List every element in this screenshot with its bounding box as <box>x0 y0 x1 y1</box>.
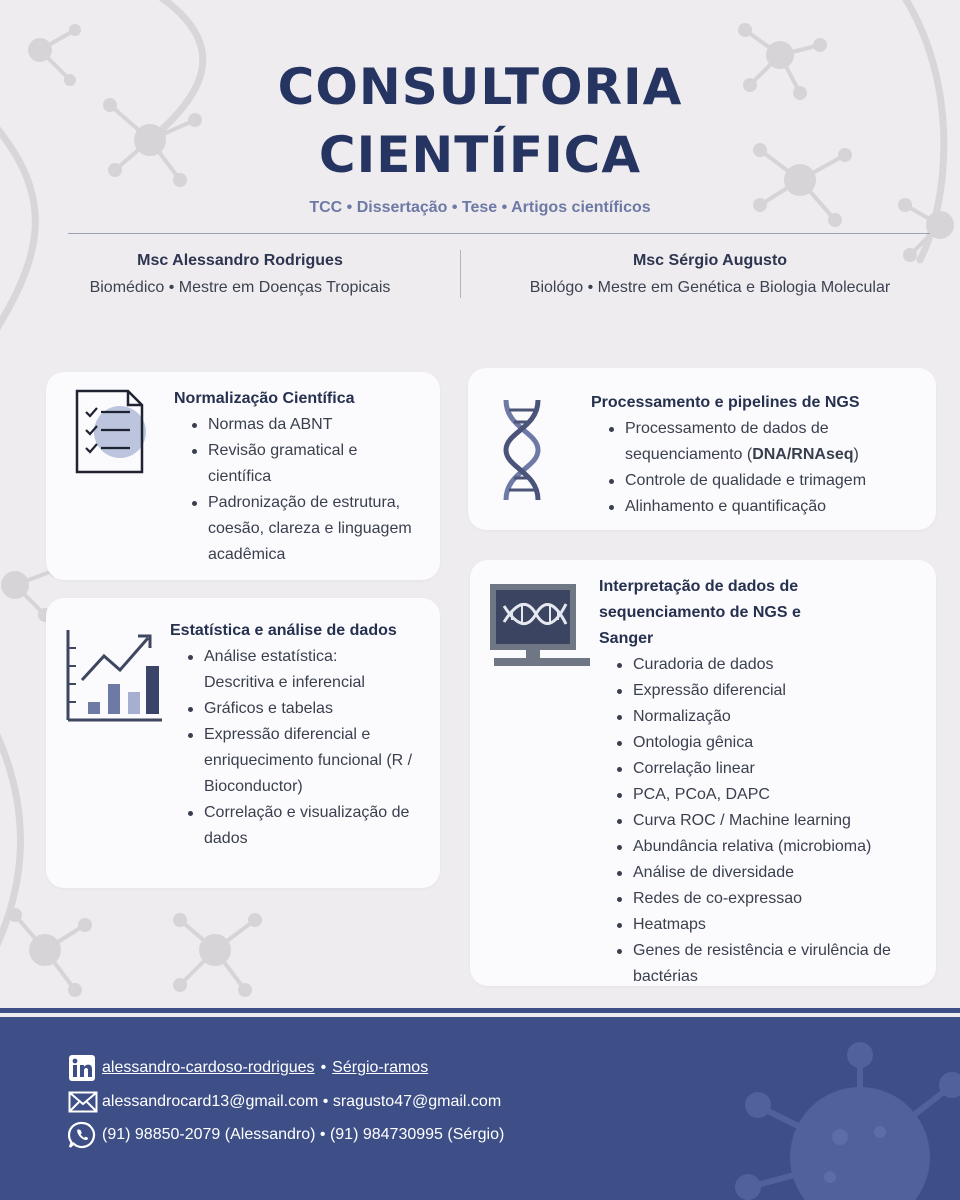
list-item: Normas da ABNT <box>190 412 424 438</box>
list-item: Correlação linear <box>615 756 919 782</box>
item-text: Processamento de dados de sequenciamento ( <box>625 420 829 463</box>
header-divider <box>68 233 930 234</box>
card-title: Processamento e pipelines de NGS <box>591 394 860 411</box>
card-title: Interpretação de dados de sequenciamento de NGS e Sanger <box>599 578 801 647</box>
consultant-role: Biológo • Mestre em Genética e Biologia Molecular <box>529 279 891 296</box>
linkedin-icon <box>68 1054 98 1082</box>
linkedin-link-alessandro[interactable]: alessandro-cardoso-rodrigues <box>102 1059 315 1076</box>
list-item: Heatmaps <box>615 912 919 938</box>
dna-icon <box>500 398 544 502</box>
card-list <box>615 652 919 990</box>
list-item: Análise de diversidade <box>615 860 919 886</box>
list-item: Normalização <box>615 704 919 730</box>
list-item: Padronização de estrutura, coesão, clareza e linguagem acadêmica <box>190 490 436 568</box>
consultant-role: Biomédico • Mestre em Doenças Tropicais <box>89 279 391 296</box>
list-item: Análise estatística: Descritiva e inferencial <box>186 644 404 696</box>
consultant-divider <box>460 250 461 298</box>
consultant-sergio <box>480 250 940 301</box>
list-item <box>607 416 915 468</box>
page-title-line-1: CONSULTORIA <box>277 58 683 116</box>
card-interpretacao <box>470 560 936 986</box>
card-list <box>186 644 432 852</box>
card-ngs <box>468 368 936 530</box>
item-text-end: ) <box>853 446 859 463</box>
checklist-icon <box>74 388 154 476</box>
list-item: Controle de qualidade e trimagem <box>607 468 921 494</box>
card-list <box>190 412 424 568</box>
bar-chart-icon <box>64 628 164 724</box>
computer-dna-icon <box>488 582 592 672</box>
consultant-alessandro <box>40 250 440 301</box>
footer-top-border <box>0 1008 960 1013</box>
item-bold-text: DNA/RNAseq <box>752 446 854 463</box>
list-item: Curadoria de dados <box>615 652 919 678</box>
envelope-icon <box>68 1088 98 1116</box>
list-item: Redes de co-expressao <box>615 886 919 912</box>
email-row <box>68 1088 501 1116</box>
card-title: Estatística e análise de dados <box>170 622 397 639</box>
list-item: Alinhamento e quantificação <box>607 494 921 520</box>
consultant-name: Msc Sérgio Augusto <box>632 252 788 269</box>
card-list <box>607 416 921 520</box>
list-item: Curva ROC / Machine learning <box>615 808 919 834</box>
separator: • <box>320 1059 327 1076</box>
page-subtitle: TCC • Dissertação • Tese • Artigos científicos <box>309 199 651 216</box>
list-item: Revisão gramatical e científica <box>190 438 398 490</box>
page-title-line-2: CIENTÍFICA <box>318 126 642 184</box>
linkedin-link-sergio[interactable]: Sérgio-ramos <box>332 1059 429 1076</box>
list-item: Genes de resistência e virulência de bactérias <box>615 938 915 990</box>
email-addresses[interactable]: alessandrocard13@gmail.com • sragusto47@gmail.com <box>102 1093 502 1110</box>
list-item: Correlação e visualização de dados <box>186 800 436 852</box>
list-item: Expressão diferencial e enriquecimento funcional (R / Bioconductor) <box>186 722 436 800</box>
list-item: Expressão diferencial <box>615 678 919 704</box>
virus-decoration-icon <box>730 1037 960 1200</box>
card-estatistica <box>46 598 440 888</box>
list-item: Gráficos e tabelas <box>186 696 432 722</box>
list-item: Ontologia gênica <box>615 730 919 756</box>
phone-row <box>68 1121 504 1149</box>
whatsapp-icon <box>68 1121 98 1149</box>
consultant-name: Msc Alessandro Rodrigues <box>137 252 343 269</box>
linkedin-row <box>68 1054 428 1082</box>
card-normalizacao <box>46 372 440 580</box>
phone-numbers[interactable]: (91) 98850-2079 (Alessandro) • (91) 984730995 (Sérgio) <box>102 1126 505 1143</box>
list-item: Abundância relativa (microbioma) <box>615 834 919 860</box>
footer <box>0 1017 960 1200</box>
card-title: Normalização Científica <box>174 390 355 407</box>
list-item: PCA, PCoA, DAPC <box>615 782 919 808</box>
